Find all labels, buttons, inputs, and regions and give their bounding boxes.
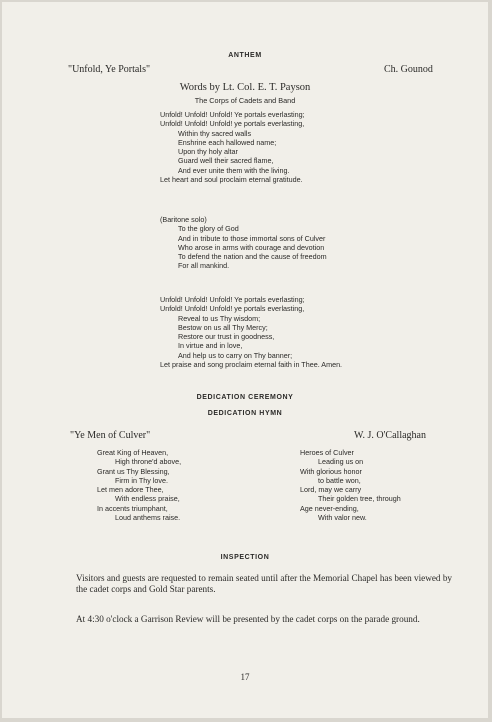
verse-line: Leading us on [318, 457, 364, 467]
verse-line: And ever unite them with the living. [178, 165, 290, 175]
verse-line: Unfold! Unfold! Unfold! ye portals everlasting, [160, 119, 305, 129]
verse-line: Let heart and soul proclaim eternal gratitude. [160, 175, 303, 185]
dedication-hymn-heading: DEDICATION HYMN [207, 410, 283, 417]
verse-line: And help us to carry on Thy banner; [178, 350, 293, 360]
verse-line: Firm in Thy love. [115, 475, 168, 485]
anthem-words-by: Words by Lt. Col. E. T. Payson [179, 82, 311, 93]
verse-line: Unfold! Unfold! Unfold! Ye portals everlasting; [160, 110, 305, 119]
verse-line: With valor new. [318, 513, 367, 523]
verse-line: Enshrine each hallowed name; [178, 137, 277, 147]
page-number: 17 [240, 672, 250, 682]
dedication-ceremony-heading: DEDICATION CEREMONY [196, 394, 294, 401]
hymn-left-column [97, 448, 181, 522]
verse-line: With glorious honor [300, 466, 362, 476]
hymn-composer: W. J. O'Callaghan [354, 430, 426, 441]
verse-line: For all mankind. [178, 261, 230, 271]
verse-line: Heroes of Culver [300, 448, 354, 457]
verse-line: With endless praise, [115, 494, 180, 504]
inspection-heading: INSPECTION [220, 554, 270, 561]
verse-line: Unfold! Unfold! Unfold! ye portals everlasting, [160, 304, 305, 314]
program-page [2, 2, 488, 718]
verse-line: Let praise and song proclaim eternal faith in Thee. Amen. [160, 360, 343, 370]
verse-line: Their golden tree, through [318, 494, 401, 504]
verse-line: Reveal to us Thy wisdom; [178, 313, 261, 323]
anthem-stanza-3 [160, 295, 342, 369]
hymn-title: "Ye Men of Culver" [70, 430, 151, 441]
verse-line: In virtue and in love, [178, 341, 243, 351]
verse-line: Great King of Heaven, [97, 448, 169, 457]
verse-line: And in tribute to those immortal sons of Culver [178, 233, 326, 243]
hymn-right-column [300, 448, 401, 522]
verse-line: Guard well their sacred flame, [178, 156, 274, 166]
solo-label: (Baritone solo) [160, 215, 207, 224]
inspection-paragraph-1: Visitors and guests are requested to remain seated until after the Memorial Chapel has been viewed by the cadet corps and Gold Star parents. [76, 573, 453, 594]
anthem-performers: The Corps of Cadets and Band [194, 96, 296, 105]
verse-line: Unfold! Unfold! Unfold! Ye portals everlasting; [160, 295, 305, 304]
anthem-stanza-1 [160, 110, 305, 184]
verse-line: Upon thy holy altar [178, 147, 238, 157]
verse-line: Age never-ending, [300, 503, 359, 513]
anthem-title: "Unfold, Ye Portals" [68, 64, 151, 75]
verse-line: Who arose in arms with courage and devotion [178, 242, 325, 252]
anthem-composer: Ch. Gounod [384, 64, 433, 75]
verse-line: Bestow on us all Thy Mercy; [178, 322, 268, 332]
verse-line: To the glory of God [178, 224, 239, 234]
anthem-heading: ANTHEM [228, 52, 262, 59]
verse-line: Within thy sacred walls [178, 128, 252, 138]
verse-line: Let men adore Thee, [97, 485, 164, 495]
verse-line: to battle won, [318, 475, 361, 485]
verse-line: Grant us Thy Blessing, [97, 466, 170, 476]
verse-line: High throne'd above, [115, 457, 182, 467]
verse-line: Restore our trust in goodness, [178, 332, 275, 342]
anthem-stanza-2 [160, 215, 327, 271]
verse-line: To defend the nation and the cause of freedom [178, 252, 327, 262]
verse-line: In accents triumphant, [97, 503, 168, 513]
inspection-paragraph-2: At 4:30 o'clock a Garrison Review will be presented by the cadet corps on the parade ground. [76, 614, 420, 624]
verse-line: Loud anthems raise. [115, 513, 181, 523]
verse-line: Lord, may we carry [300, 485, 362, 495]
